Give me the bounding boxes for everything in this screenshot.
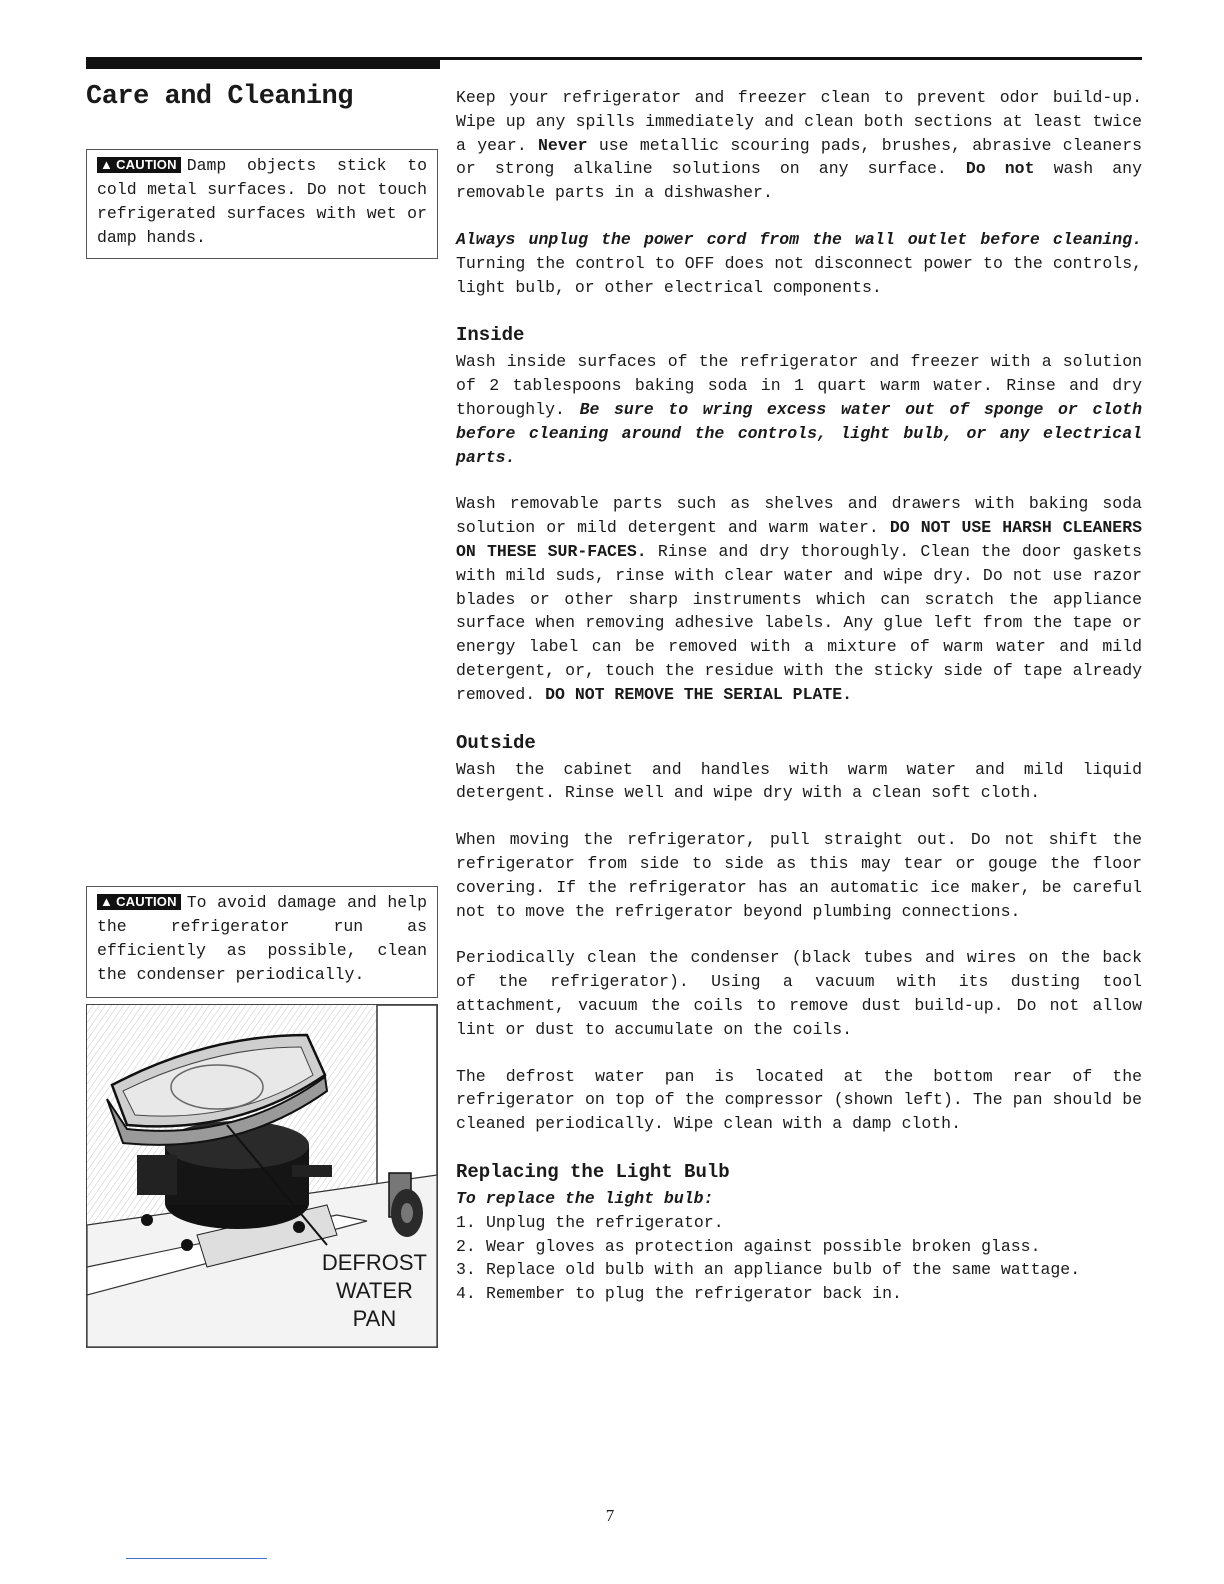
header-rule-thick: [86, 57, 440, 69]
defrost-water-pan-illustration: [86, 1004, 438, 1348]
list-item: 2. Wear gloves as protection against possible broken glass.: [456, 1236, 1041, 1256]
intro-paragraph-2: Always unplug the power cord from the wall outlet before cleaning. Turning the control to OFF does not disconnect power to the controls, light bulb, or other electrical components.: [456, 229, 1142, 297]
caution-text: Damp objects stick to cold metal surfaces. Do not touch refrigerated surfaces with wet or damp hands.: [97, 156, 427, 247]
inside-paragraph-1: Wash inside surfaces of the refrigerator and freezer with a solution of 2 tablespoons baking soda in 1 quart warm water. Rinse and dry thoroughly. Be sure to wring excess water out of sponge or cloth before cleaning around the controls, light bulb, or any electrical parts.: [456, 352, 1142, 467]
outside-paragraph-3: Periodically clean the condenser (black tubes and wires on the back of the refrigerator). Using a vacuum with its dusting tool attachment, vacuum the coils to remove dust build-up. Do not allow lint or dust to accumulate on the coils.: [456, 948, 1142, 1039]
page-title: Care and Cleaning: [86, 82, 353, 112]
figure-label: DEFROST WATER PAN: [321, 1250, 427, 1331]
list-item: 1. Unplug the refrigerator.: [456, 1212, 724, 1232]
list-item: 3. Replace old bulb with an appliance bulb of the same wattage.: [456, 1260, 1081, 1280]
caution-badge: ▲ CAUTION: [97, 157, 181, 173]
page-number: 7: [605, 1506, 615, 1525]
warning-triangle-icon: ▲: [100, 157, 114, 172]
outside-paragraph-1: Wash the cabinet and handles with warm water and mild liquid detergent. Rinse well and wipe dry with a clean soft cloth.: [456, 759, 1142, 803]
inside-paragraph-2: Wash removable parts such as shelves and drawers with baking soda solution or mild detergent and warm water. DO NOT USE HARSH CLEANERS ON THESE SUR-FACES. Rinse and dry thoroughly. Clean the door gaskets with mild suds, rinse with clear water and wipe dry. Do not use razor blades or other sharp instruments which can scratch the appliance surface when removing adhesive labels. Any glue left from the tape or energy label can be removed with a mixture of warm water and mild detergent, or, touch the residue with the sticky side of tape already removed. DO NOT REMOVE THE SERIAL PLATE.: [456, 494, 1142, 704]
light-bulb-steps: [456, 1211, 1142, 1306]
footer-link-underline: [126, 1558, 267, 1559]
caution-box-damp: [86, 149, 438, 259]
section-heading-outside: Outside: [456, 731, 536, 754]
caution-badge: ▲ CAUTION: [97, 894, 181, 910]
warning-triangle-icon: ▲: [100, 894, 114, 909]
list-item: 4. Remember to plug the refrigerator back in.: [456, 1284, 902, 1304]
light-bulb-subheading: To replace the light bulb:: [456, 1188, 714, 1208]
caution-text: To avoid damage and help the refrigerator run as efficiently as possible, clean the condenser periodically.: [97, 893, 427, 984]
section-heading-light-bulb: Replacing the Light Bulb: [456, 1160, 730, 1183]
section-heading-inside: Inside: [456, 324, 525, 347]
main-column: [456, 86, 1142, 1306]
outside-paragraph-4: The defrost water pan is located at the bottom rear of the refrigerator on top of the compressor (shown left). The pan should be cleaned periodically. Wipe clean with a damp cloth.: [456, 1066, 1142, 1134]
outside-paragraph-2: When moving the refrigerator, pull straight out. Do not shift the refrigerator from side to side as this may tear or gouge the floor covering. If the refrigerator has an automatic ice maker, be careful not to move the refrigerator beyond plumbing connections.: [456, 830, 1142, 921]
intro-paragraph-1: Keep your refrigerator and freezer clean to prevent odor build-up. Wipe up any spills immediately and clean both sections at least twice a year. Never use metallic scouring pads, brushes, abrasive cleaners or strong alkaline solutions on any surface. Do not wash any removable parts in a dishwasher.: [456, 88, 1142, 203]
caution-box-condenser: [86, 886, 438, 998]
